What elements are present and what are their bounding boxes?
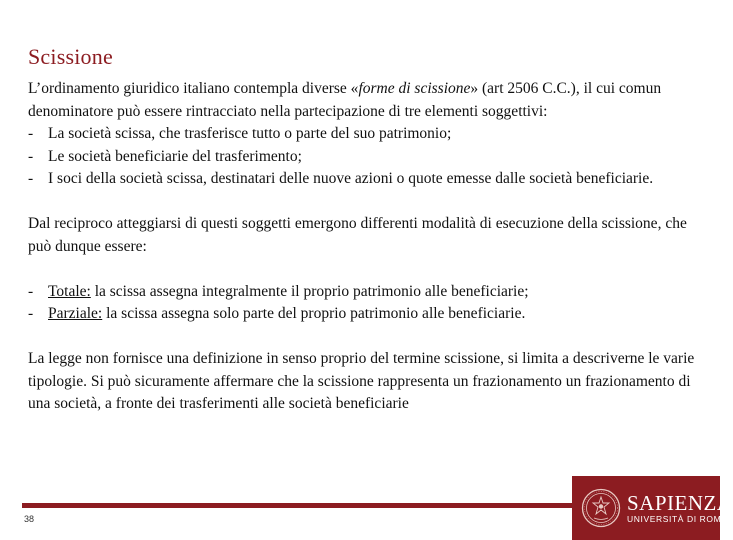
list-item [28, 303, 698, 326]
type-description: la scissa assegna integralmente il proprio patrimonio alle beneficiarie; [90, 282, 529, 300]
spacer [28, 258, 698, 281]
bullet-dash: - [28, 125, 34, 142]
bullet-dash: - [28, 305, 34, 322]
spacer [28, 191, 698, 214]
list-item-text [48, 281, 698, 304]
university-logo [572, 476, 733, 540]
bullet-dash: - [28, 147, 34, 165]
type-label: Totale: [48, 282, 91, 300]
bullet-dash: - [28, 170, 34, 187]
closing-paragraph: La legge non fornisce una definizione in senso proprio del termine scissione, si limita a descriverne le varie tipologie. Si può sicuramente affermare che la scissione rappresenta un frazionamento un frazionamento di una società, a fronte dei trasferimenti alle società beneficiarie [28, 350, 695, 412]
list-item [28, 123, 698, 146]
modalities-paragraph: Dal reciproco atteggiarsi di questi soggetti emergono differenti modalità di esecuzione della scissione, che può dunque essere: [28, 215, 687, 255]
intro-italic-term: forme di scissione [358, 80, 471, 97]
intro-text-end: » (art 2506 C.C.), il cui comun denominatore può essere rintracciato nella partecipazione di tre elementi soggettivi: [28, 80, 662, 120]
intro-paragraph [28, 78, 698, 123]
seal-icon [581, 488, 621, 528]
list-item-text: La società scissa, che trasferisce tutto o parte del suo patrimonio; [48, 125, 452, 142]
slide-body [28, 78, 698, 416]
list-item-text [48, 303, 698, 326]
slide-title: Scissione [28, 44, 113, 69]
spacer [28, 326, 698, 349]
logo-wordmark [627, 492, 733, 525]
list-item [28, 168, 698, 191]
type-description: la scissa assegna solo parte del proprio patrimonio alle beneficiarie. [102, 305, 526, 322]
bullet-dash: - [28, 282, 34, 300]
page-number: 38 [24, 514, 35, 524]
list-item [28, 281, 698, 304]
logo-main-text: SAPIENZA [627, 490, 733, 515]
list-item-text: I soci della società scissa, destinatari delle nuove azioni o quote emesse dalle società beneficiarie. [48, 170, 654, 187]
intro-text-start: L’ordinamento giuridico italiano contempla diverse « [28, 80, 359, 97]
footer-divider [22, 503, 572, 508]
list-item-text: Le società beneficiarie del trasferimento; [48, 147, 302, 165]
list-item [28, 146, 698, 169]
logo-sub-text: UNIVERSITÀ DI ROMA [627, 513, 728, 524]
type-label: Parziale: [48, 305, 103, 322]
